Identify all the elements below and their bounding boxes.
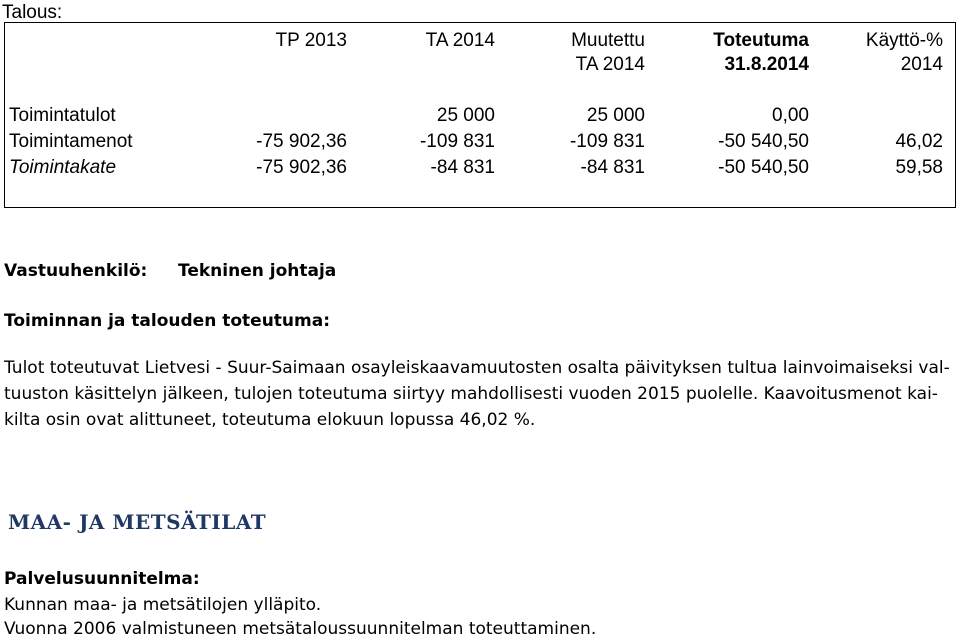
table-cell: -75 902,36 (256, 131, 347, 152)
header-kaytto (866, 29, 943, 77)
responsible-label: Vastuuhenkilö: (4, 261, 148, 281)
table-cell: -109 831 (569, 131, 645, 152)
realization-line-3: kilta osin ovat alittuneet, toteutuma elokuun lopussa 46,02 %. (4, 410, 536, 430)
responsible-value: Tekninen johtaja (178, 261, 337, 281)
table-cell: 59,58 (895, 157, 943, 178)
realization-heading: Toiminnan ja talouden toteutuma: (4, 311, 331, 331)
table-cell: -109 831 (419, 131, 495, 152)
page-title: Talous: (2, 2, 63, 23)
header-ta2014 (426, 29, 495, 53)
row-label-toimintatulot: Toimintatulot (9, 105, 116, 126)
header-line1: Muutettu (571, 30, 645, 51)
row-label-toimintamenot: Toimintamenot (9, 131, 133, 152)
table-cell: -84 831 (580, 157, 645, 178)
header-tp2013 (276, 29, 347, 53)
header-muutettu-ta2014 (571, 29, 645, 77)
header-line2: 2014 (900, 54, 943, 75)
table-cell: 46,02 (895, 131, 943, 152)
table-cell: -50 540,50 (718, 157, 809, 178)
table-cell: 25 000 (586, 105, 645, 126)
realization-line-1: Tulot toteutuvat Lietvesi - Suur-Saimaan osayleiskaavamuutosten osalta päivityksen tultua lainvoimaiseksi val- (4, 358, 950, 378)
table-cell: -84 831 (430, 157, 495, 178)
header-toteutuma (713, 29, 809, 77)
header-line2: TA 2014 (425, 30, 495, 51)
budget-table (4, 22, 956, 208)
service-plan-line-2: Vuonna 2006 valmistuneen metsätaloussuunnitelman toteuttaminen. (4, 619, 597, 639)
realization-line-2: tuuston käsittelyn jälkeen, tulojen toteutuma siirtyy mahdollisesti vuoden 2015 puolelle. Kaavoitusmenot kai- (4, 384, 938, 404)
table-cell: 25 000 (436, 105, 495, 126)
header-line1: Toteutuma (713, 30, 809, 51)
header-line2: TP 2013 (275, 30, 347, 51)
table-cell: -75 902,36 (256, 157, 347, 178)
service-plan-heading: Palvelusuunnitelma: (4, 569, 200, 589)
table-cell: -50 540,50 (718, 131, 809, 152)
header-line2: TA 2014 (575, 54, 645, 75)
section-title: MAA- JA METSÄTILAT (8, 510, 267, 534)
header-line2: 31.8.2014 (724, 54, 809, 75)
service-plan-line-1: Kunnan maa- ja metsätilojen ylläpito. (4, 595, 322, 615)
header-line1: Käyttö-% (865, 30, 943, 51)
row-label-toimintakate: Toimintakate (9, 157, 117, 178)
table-cell: 0,00 (772, 105, 809, 126)
